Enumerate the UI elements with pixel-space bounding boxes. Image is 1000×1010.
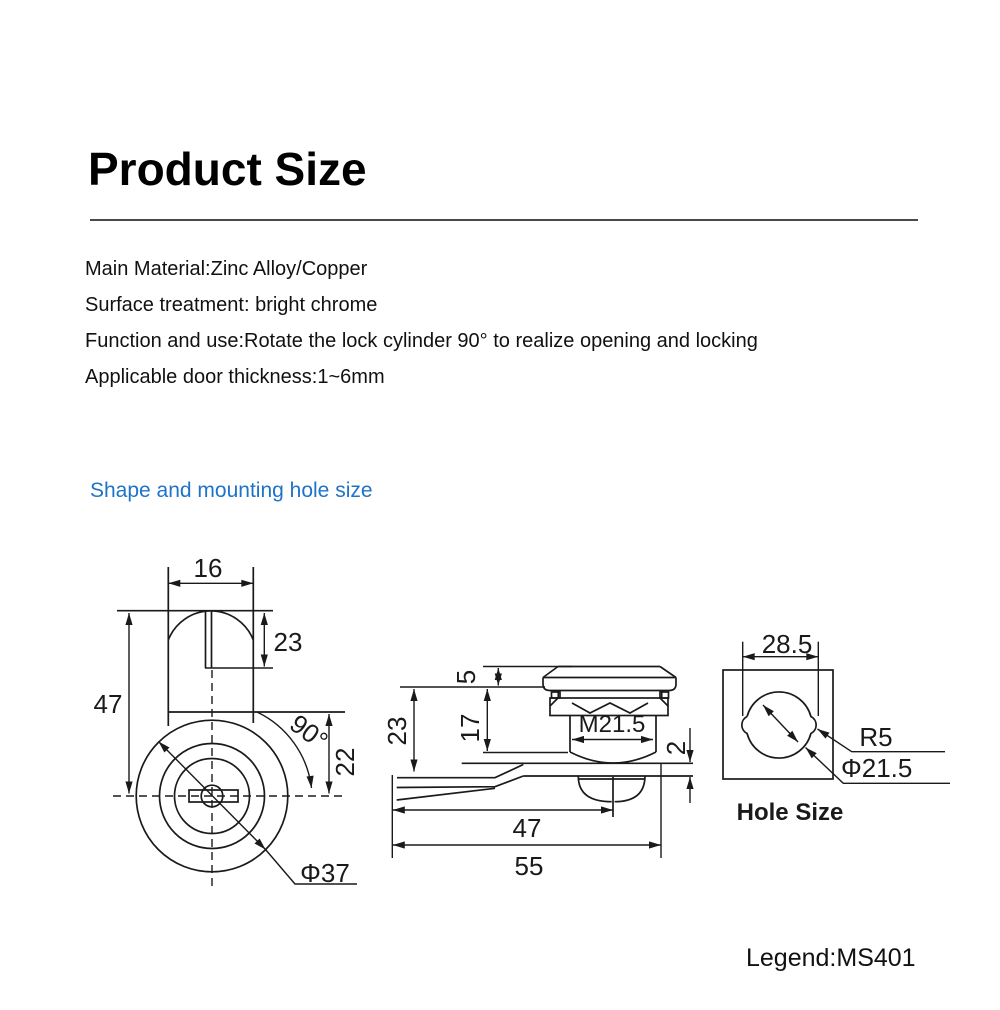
dim-side-body-height: 23: [382, 716, 412, 746]
page-title: Product Size: [88, 143, 367, 195]
dim-hole-diameter: Φ21.5: [841, 753, 913, 783]
dim-front-rotation-angle: 90°: [284, 708, 334, 756]
section-heading: Shape and mounting hole size: [90, 479, 373, 502]
legend-text: Legend:MS401: [746, 944, 916, 972]
dim-front-height: 47: [93, 689, 123, 719]
dim-side-nut-height: 17: [455, 713, 485, 743]
dim-front-offset: 22: [330, 747, 360, 777]
spec-surface: Surface treatment: bright chrome: [85, 294, 378, 316]
spec-material: Main Material:Zinc Alloy/Copper: [85, 258, 368, 280]
dim-side-panel-thickness: 2: [661, 740, 691, 756]
dim-front-slot-depth: 23: [273, 627, 303, 657]
dim-side-total-length: 55: [514, 851, 544, 881]
hole-size-caption: Hole Size: [736, 799, 844, 826]
dim-hole-width: 28.5: [761, 629, 813, 659]
spec-thickness: Applicable door thickness:1~6mm: [85, 366, 385, 388]
spec-function: Function and use:Rotate the lock cylinder 90° to realize opening and locking: [85, 330, 758, 352]
dim-side-head-height: 5: [451, 669, 481, 685]
dim-hole-notch-radius: R5: [859, 722, 893, 752]
dim-side-thread: M21.5: [578, 711, 646, 738]
title-divider: [90, 219, 918, 221]
dim-front-width: 16: [193, 553, 223, 583]
dim-side-cam-length: 47: [512, 813, 542, 843]
dim-front-diameter: Φ37: [300, 858, 350, 888]
